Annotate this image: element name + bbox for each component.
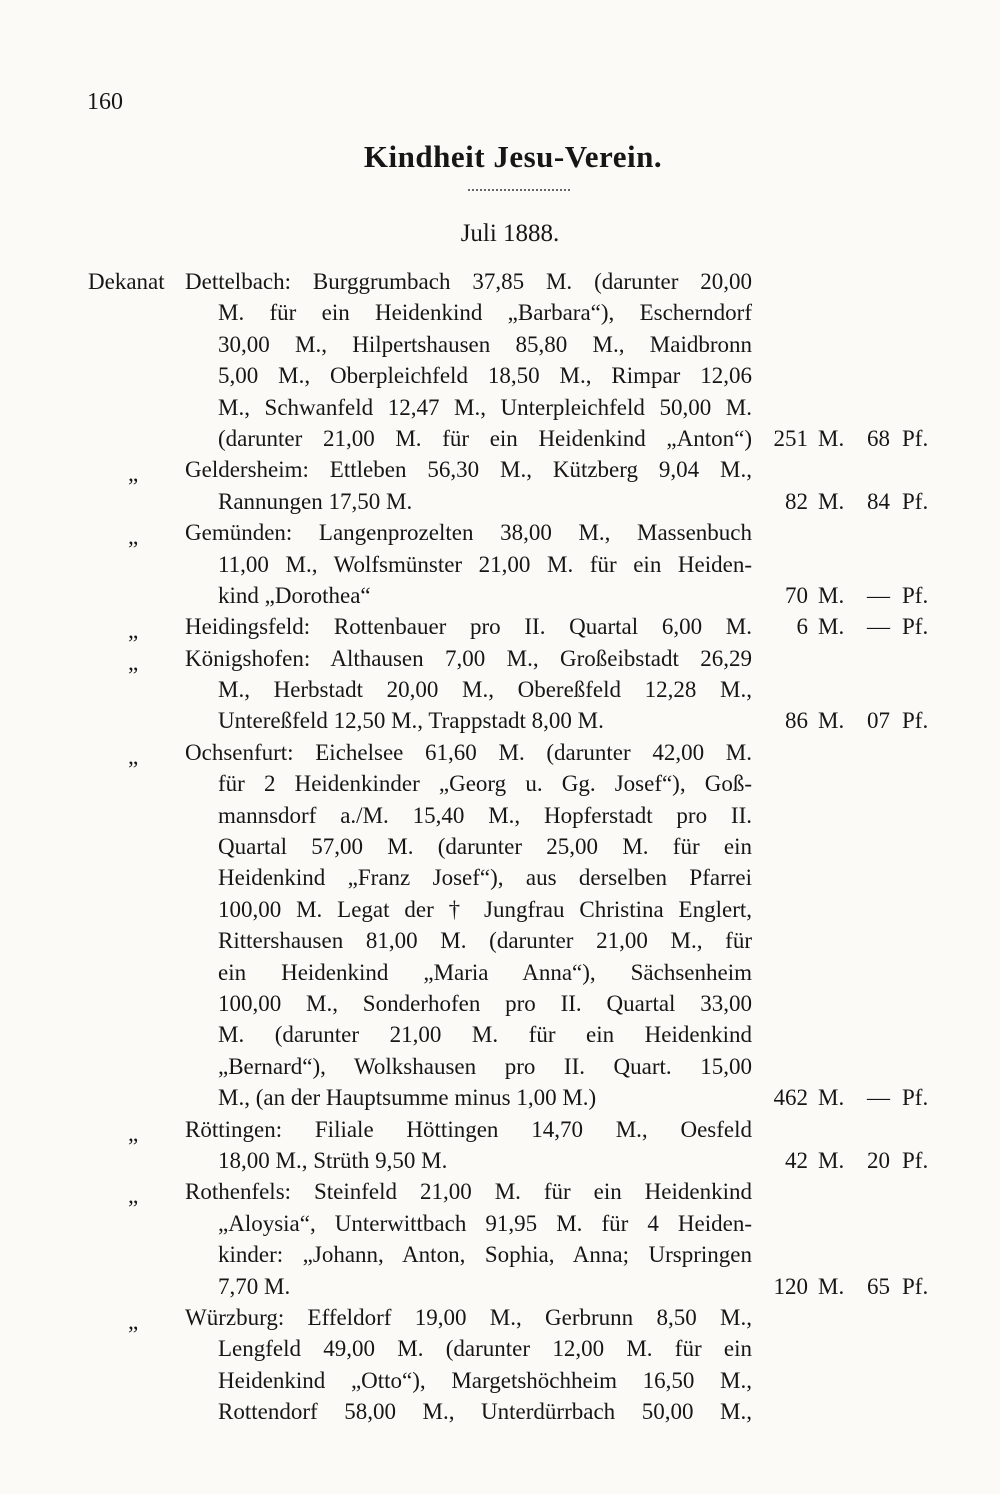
entry-line	[0, 1114, 1000, 1145]
amount-mark-unit: M.	[818, 614, 845, 640]
entry-line	[0, 674, 1000, 705]
ditto-mark: „	[128, 1308, 139, 1334]
amount-marks: 42	[785, 1147, 808, 1173]
amount-pfennig-unit: Pf.	[902, 614, 929, 640]
ditto-mark: „	[128, 1183, 139, 1209]
amount-pfennig-unit: Pf.	[902, 488, 929, 514]
entry-amount	[760, 1145, 940, 1176]
ledger-entry	[0, 611, 1000, 642]
entry-line	[0, 611, 1000, 642]
entry-text: Geldersheim: Ettleben 56,30 M., Kützberg 9,04 M.,	[185, 457, 752, 483]
ledger-entry	[0, 1176, 1000, 1302]
entry-line	[0, 768, 1000, 799]
amount-pfennig-unit: Pf.	[902, 1273, 929, 1299]
entry-text: kind „Dorothea“	[218, 582, 371, 608]
entry-amount	[760, 580, 940, 611]
amount-marks: 82	[785, 488, 808, 514]
entry-line	[0, 1145, 1000, 1176]
amount-mark-unit: M.	[818, 582, 845, 608]
ledger-entry	[0, 1302, 1000, 1428]
amount-marks: 462	[773, 1085, 808, 1111]
amount-pfennig: 07	[867, 708, 890, 734]
entry-text: „Aloysia“, Unterwittbach 91,95 M. für 4 Heiden-	[218, 1210, 752, 1236]
entry-text: Lengfeld 49,00 M. (darunter 12,00 M. für ein	[218, 1336, 752, 1362]
entry-line	[0, 266, 1000, 297]
ledger-entry	[0, 737, 1000, 1114]
entry-line	[0, 360, 1000, 391]
amount-mark-unit: M.	[818, 708, 845, 734]
entry-text: 5,00 M., Oberpleichfeld 18,50 M., Rimpar 12,06	[218, 363, 752, 389]
amount-pfennig: 68	[867, 425, 890, 451]
entry-line	[0, 925, 1000, 956]
entry-text: Ochsenfurt: Eichelsee 61,60 M. (darunter 42,00 M.	[185, 739, 752, 765]
entry-line	[0, 1176, 1000, 1207]
entry-text: 18,00 M., Strüth 9,50 M.	[218, 1147, 448, 1173]
amount-mark-unit: M.	[818, 425, 845, 451]
entry-amount	[760, 423, 940, 454]
entry-line	[0, 705, 1000, 736]
amount-pfennig: 84	[867, 488, 890, 514]
entry-text: Röttingen: Filiale Höttingen 14,70 M., Oesfeld	[185, 1116, 752, 1142]
entry-text: ein Heidenkind „Maria Anna“), Sächsenheim	[218, 959, 752, 985]
ledger-entry	[0, 454, 1000, 517]
ledger-entry	[0, 643, 1000, 737]
page-number: 160	[87, 89, 123, 115]
entry-line	[0, 831, 1000, 862]
entry-amount	[760, 611, 940, 642]
entry-text: Würzburg: Effeldorf 19,00 M., Gerbrunn 8,50 M.,	[185, 1304, 752, 1330]
entry-line	[0, 329, 1000, 360]
entry-line	[0, 486, 1000, 517]
entry-line	[0, 454, 1000, 485]
entry-line	[0, 1271, 1000, 1302]
entry-line	[0, 1365, 1000, 1396]
amount-pfennig: 20	[867, 1147, 890, 1173]
entry-text: 100,00 M. Legat der † Jungfrau Christina Englert,	[218, 896, 752, 922]
amount-marks: 251	[773, 425, 808, 451]
entry-line	[0, 1333, 1000, 1364]
donation-ledger	[0, 266, 1000, 1427]
entry-text: M., Herbstadt 20,00 M., Obereßfeld 12,28 M.,	[218, 677, 752, 703]
ditto-mark: „	[128, 461, 139, 487]
amount-marks: 86	[785, 708, 808, 734]
entry-line	[0, 894, 1000, 925]
entry-line	[0, 423, 1000, 454]
entry-text: Rothenfels: Steinfeld 21,00 M. für ein Heidenkind	[185, 1179, 752, 1205]
title-separator	[468, 189, 570, 191]
entry-text: kinder: „Johann, Anton, Sophia, Anna; Urspringen	[218, 1242, 752, 1268]
entry-text: Dettelbach: Burggrumbach 37,85 M. (darunter 20,00	[185, 269, 752, 294]
entry-text: Heidenkind „Franz Josef“), aus derselben Pfarrei	[218, 865, 752, 891]
entry-line	[0, 1082, 1000, 1113]
entry-text: M., (an der Hauptsumme minus 1,00 M.)	[218, 1085, 597, 1111]
amount-pfennig-unit: Pf.	[902, 582, 929, 608]
entry-text: 100,00 M., Sonderhofen pro II. Quartal 33,00	[218, 990, 752, 1016]
entry-line	[0, 1208, 1000, 1239]
entry-text: M. für ein Heidenkind „Barbara“), Escherndorf	[218, 300, 752, 326]
ditto-mark: „	[128, 649, 139, 675]
entry-amount	[760, 1271, 940, 1302]
ditto-mark: „	[128, 1120, 139, 1146]
entry-text: Rittershausen 81,00 M. (darunter 21,00 M., für	[218, 928, 752, 954]
amount-pfennig: —	[867, 1085, 890, 1111]
entry-text: Untereßfeld 12,50 M., Trappstadt 8,00 M.	[218, 708, 604, 734]
entry-line	[0, 1239, 1000, 1270]
entry-line	[0, 392, 1000, 423]
amount-pfennig-unit: Pf.	[902, 1147, 929, 1173]
entry-text: Rannungen 17,50 M.	[218, 488, 413, 514]
entry-amount	[760, 705, 940, 736]
entry-line	[0, 580, 1000, 611]
amount-marks: 120	[773, 1273, 808, 1299]
ledger-entry	[0, 266, 1000, 454]
entry-line	[0, 800, 1000, 831]
page-title: Kindheit Jesu-Verein.	[363, 139, 663, 174]
entry-text: Heidenkind „Otto“), Margetshöchheim 16,50 M.,	[218, 1367, 752, 1393]
entry-line	[0, 1396, 1000, 1427]
entry-text: 7,70 M.	[218, 1273, 291, 1299]
ditto-mark: „	[128, 618, 139, 644]
entry-text: 30,00 M., Hilpertshausen 85,80 M., Maidbronn	[218, 331, 752, 357]
entry-line	[0, 1019, 1000, 1050]
entry-line	[0, 737, 1000, 768]
ledger-entry	[0, 1114, 1000, 1177]
entry-text: Heidingsfeld: Rottenbauer pro II. Quartal 6,00 M.	[185, 614, 752, 640]
entry-amount	[760, 486, 940, 517]
entry-text: M., Schwanfeld 12,47 M., Unterpleichfeld 50,00 M.	[218, 394, 752, 420]
amount-mark-unit: M.	[818, 1085, 845, 1111]
entry-line	[0, 297, 1000, 328]
ditto-mark: „	[128, 524, 139, 550]
entry-amount	[760, 1082, 940, 1113]
entry-line	[0, 957, 1000, 988]
entry-text: für 2 Heidenkinder „Georg u. Gg. Josef“), Goß-	[218, 771, 752, 797]
amount-mark-unit: M.	[818, 488, 845, 514]
entry-line	[0, 549, 1000, 580]
entry-text: Quartal 57,00 M. (darunter 25,00 M. für ein	[218, 834, 752, 860]
entry-line	[0, 862, 1000, 893]
entry-line	[0, 1051, 1000, 1082]
amount-mark-unit: M.	[818, 1147, 845, 1173]
amount-pfennig: —	[867, 582, 890, 608]
month-heading: Juli 1888.	[460, 220, 560, 247]
amount-pfennig: 65	[867, 1273, 890, 1299]
entry-line	[0, 988, 1000, 1019]
amount-mark-unit: M.	[818, 1273, 845, 1299]
entry-text: mannsdorf a./M. 15,40 M., Hopferstadt pro II.	[218, 802, 752, 828]
entry-line	[0, 643, 1000, 674]
entry-line	[0, 517, 1000, 548]
entry-text: Gemünden: Langenprozelten 38,00 M., Massenbuch	[185, 520, 752, 546]
amount-pfennig-unit: Pf.	[902, 425, 929, 451]
amount-pfennig: —	[867, 614, 890, 640]
entry-text: Rottendorf 58,00 M., Unterdürrbach 50,00 M.,	[218, 1399, 752, 1425]
entry-text: M. (darunter 21,00 M. für ein Heidenkind	[218, 1022, 752, 1048]
amount-marks: 6	[796, 614, 808, 640]
ditto-mark: „	[128, 743, 139, 769]
amount-pfennig-unit: Pf.	[902, 1085, 929, 1111]
entry-text: Königshofen: Althausen 7,00 M., Großeibstadt 26,29	[185, 645, 752, 671]
deanery-label: Dekanat	[88, 269, 165, 294]
entry-line	[0, 1302, 1000, 1333]
ledger-entry	[0, 517, 1000, 611]
entry-text: (darunter 21,00 M. für ein Heidenkind „Anton“)	[218, 425, 752, 451]
entry-text: 11,00 M., Wolfsmünster 21,00 M. für ein Heiden-	[218, 551, 752, 577]
amount-marks: 70	[785, 582, 808, 608]
amount-pfennig-unit: Pf.	[902, 708, 929, 734]
entry-text: „Bernard“), Wolkshausen pro II. Quart. 15,00	[218, 1053, 752, 1079]
